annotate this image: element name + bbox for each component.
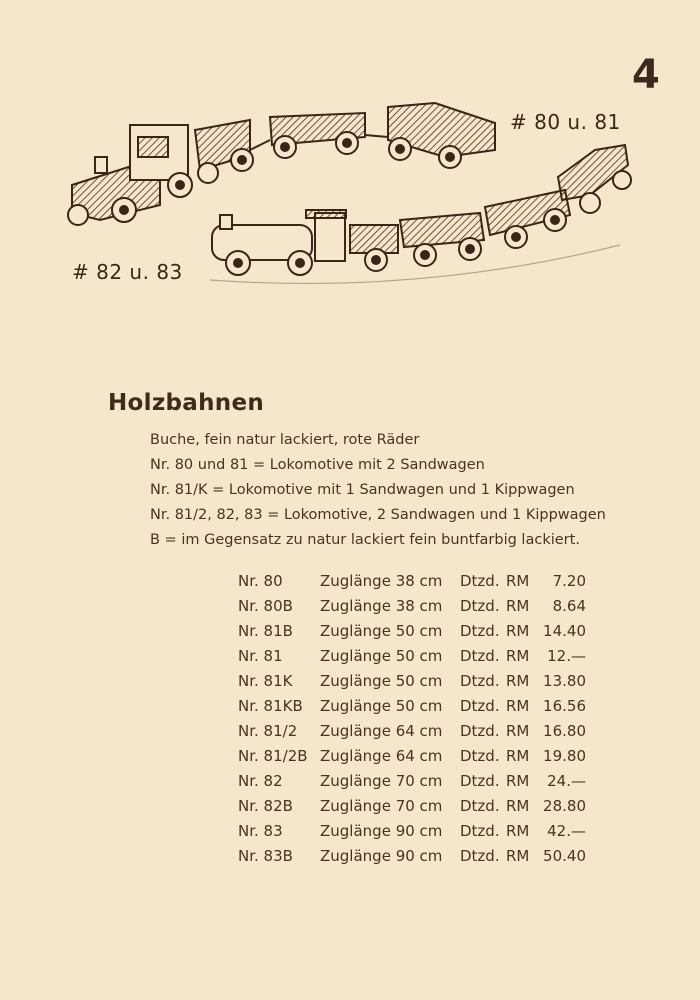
item-number: Nr. 81/2B	[238, 746, 308, 765]
description-block	[150, 428, 606, 553]
table-row	[238, 793, 586, 818]
unit-label: Dtzd.	[460, 646, 500, 665]
lower-train-locomotive	[212, 210, 346, 275]
price-value: 14.40	[543, 621, 586, 640]
table-row	[238, 693, 586, 718]
table-row	[238, 743, 586, 768]
upper-train-wagon-3	[388, 103, 495, 168]
unit-label: Dtzd.	[460, 696, 500, 715]
description-line: Nr. 81/2, 82, 83 = Lokomotive, 2 Sandwagen und 1 Kippwagen	[150, 507, 606, 523]
item-number: Nr. 80	[238, 571, 283, 590]
upper-train-wagon-1	[195, 120, 253, 183]
price-value: 16.80	[543, 721, 586, 740]
lower-train-wagon-1	[350, 225, 398, 271]
illustration-label-bottom: # 82 u. 83	[72, 260, 183, 284]
currency-label: RM	[506, 646, 530, 665]
item-number: Nr. 82	[238, 771, 283, 790]
item-number: Nr. 81	[238, 646, 283, 665]
currency-label: RM	[506, 821, 530, 840]
description-line: Nr. 80 und 81 = Lokomotive mit 2 Sandwagen	[150, 457, 485, 473]
unit-label: Dtzd.	[460, 571, 500, 590]
currency-label: RM	[506, 696, 530, 715]
item-number: Nr. 83B	[238, 846, 293, 865]
table-row	[238, 668, 586, 693]
price-value: 16.56	[543, 696, 586, 715]
description-line: Buche, fein natur lackiert, rote Räder	[150, 432, 420, 448]
upper-train-wagon-2	[270, 113, 365, 158]
unit-label: Dtzd.	[460, 596, 500, 615]
train-length: Zuglänge 50 cm	[320, 621, 443, 640]
currency-label: RM	[506, 746, 530, 765]
item-number: Nr. 81/2	[238, 721, 298, 740]
unit-label: Dtzd.	[460, 771, 500, 790]
item-number: Nr. 82B	[238, 796, 293, 815]
lower-train-tipper	[558, 145, 631, 213]
table-row	[238, 593, 586, 618]
train-length: Zuglänge 70 cm	[320, 771, 443, 790]
currency-label: RM	[506, 721, 530, 740]
price-value: 12.—	[547, 646, 586, 665]
item-number: Nr. 81B	[238, 621, 293, 640]
unit-label: Dtzd.	[460, 746, 500, 765]
price-value: 8.64	[552, 596, 586, 615]
currency-label: RM	[506, 771, 530, 790]
illustration-label-top: # 80 u. 81	[510, 110, 621, 134]
price-value: 24.—	[547, 771, 586, 790]
train-length: Zuglänge 50 cm	[320, 696, 443, 715]
currency-label: RM	[506, 796, 530, 815]
section-heading: Holzbahnen	[108, 390, 265, 416]
item-number: Nr. 81K	[238, 671, 293, 690]
unit-label: Dtzd.	[460, 621, 500, 640]
unit-label: Dtzd.	[460, 671, 500, 690]
price-value: 13.80	[543, 671, 586, 690]
currency-label: RM	[506, 846, 530, 865]
page-number: 4	[632, 52, 660, 98]
lower-train-wagon-3	[485, 190, 570, 248]
price-table	[238, 568, 586, 868]
price-value: 28.80	[543, 796, 586, 815]
currency-label: RM	[506, 596, 530, 615]
train-length: Zuglänge 50 cm	[320, 646, 443, 665]
price-value: 42.—	[547, 821, 586, 840]
train-length: Zuglänge 38 cm	[320, 596, 443, 615]
unit-label: Dtzd.	[460, 796, 500, 815]
upper-train-locomotive	[68, 125, 192, 225]
description-line: B = im Gegensatz zu natur lackiert fein buntfarbig lackiert.	[150, 532, 580, 548]
item-number: Nr. 81KB	[238, 696, 303, 715]
price-value: 19.80	[543, 746, 586, 765]
train-length: Zuglänge 90 cm	[320, 846, 443, 865]
currency-label: RM	[506, 621, 530, 640]
price-value: 50.40	[543, 846, 586, 865]
description-line: Nr. 81/K = Lokomotive mit 1 Sandwagen und 1 Kippwagen	[150, 482, 575, 498]
price-value: 7.20	[552, 571, 586, 590]
item-number: Nr. 80B	[238, 596, 293, 615]
currency-label: RM	[506, 671, 530, 690]
train-length: Zuglänge 90 cm	[320, 821, 443, 840]
item-number: Nr. 83	[238, 821, 283, 840]
table-row	[238, 843, 586, 868]
table-row	[238, 568, 586, 593]
table-row	[238, 718, 586, 743]
unit-label: Dtzd.	[460, 846, 500, 865]
table-row	[238, 768, 586, 793]
table-row	[238, 618, 586, 643]
unit-label: Dtzd.	[460, 721, 500, 740]
train-length: Zuglänge 64 cm	[320, 721, 443, 740]
train-length: Zuglänge 38 cm	[320, 571, 443, 590]
currency-label: RM	[506, 571, 530, 590]
table-row	[238, 818, 586, 843]
train-length: Zuglänge 70 cm	[320, 796, 443, 815]
train-length: Zuglänge 50 cm	[320, 671, 443, 690]
table-row	[238, 643, 586, 668]
lower-train-wagon-2	[400, 213, 484, 266]
unit-label: Dtzd.	[460, 821, 500, 840]
train-length: Zuglänge 64 cm	[320, 746, 443, 765]
